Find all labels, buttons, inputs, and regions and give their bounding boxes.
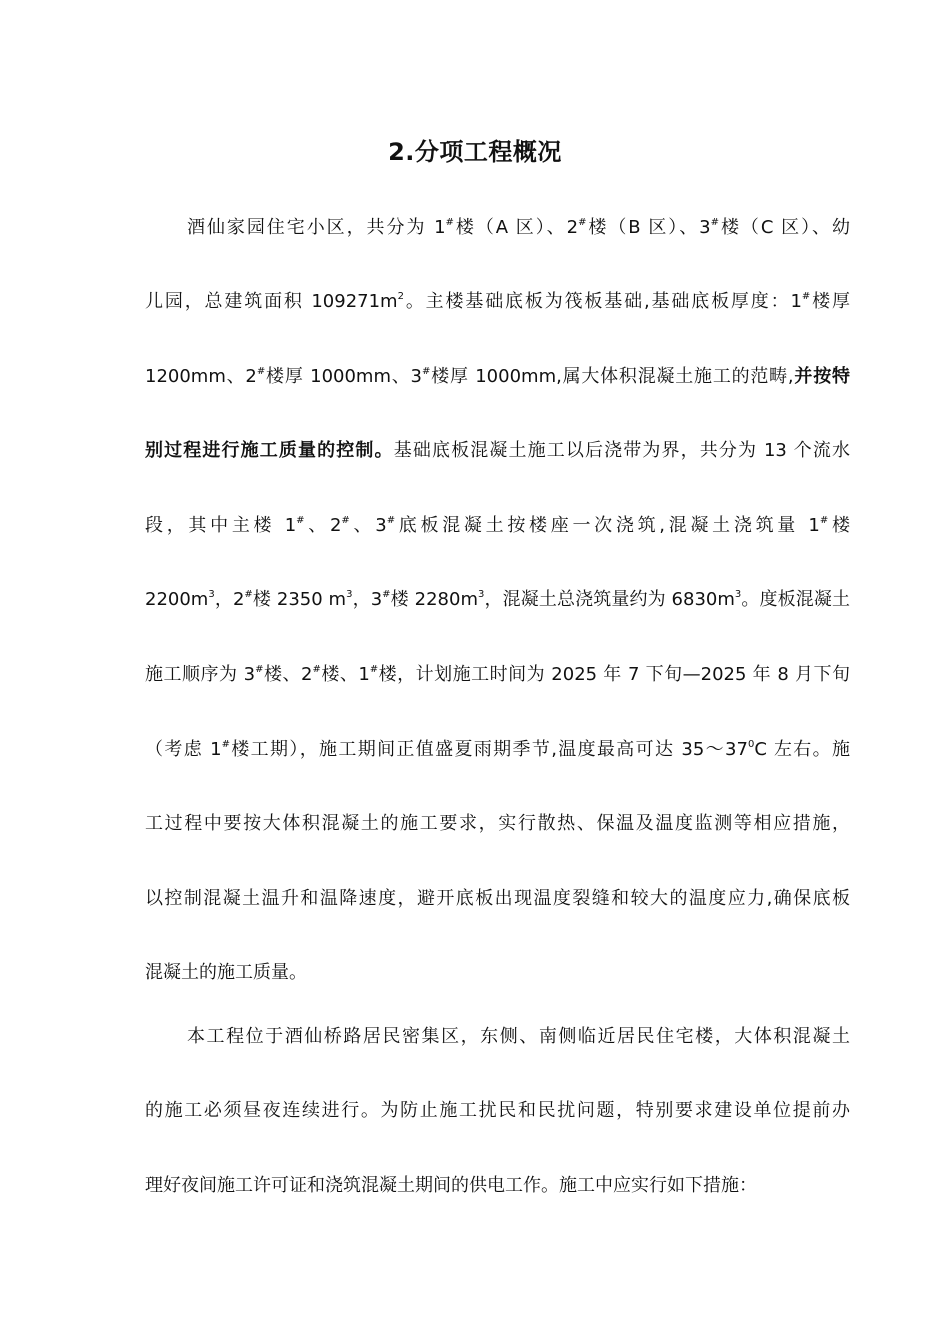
paragraph-1-line-8: [145, 737, 850, 763]
superscript: 0: [747, 739, 755, 750]
text-run: 。度板混凝土: [741, 589, 851, 610]
paragraph-1-line-10: 以控制混凝土温升和温降速度，避开底板出现温度裂缝和较大的温度应力,确保底板: [145, 888, 850, 909]
superscript: #: [221, 739, 230, 750]
paragraph-1-line-7: [145, 662, 850, 688]
text-run: ，3: [352, 589, 383, 610]
text-run: 基础底板混凝土施工以后浇带为界，共分为 13 个流水: [393, 440, 850, 461]
superscript: #: [382, 589, 391, 600]
text-run: 底板混凝土按楼座一次浇筑,混凝土浇筑量 1: [395, 515, 820, 536]
text-run: 楼 2350 m: [252, 589, 347, 610]
paragraph-1-line-5: [145, 513, 850, 539]
bold-text: 别过程进行施工质量的控制。: [145, 440, 394, 461]
superscript: #: [296, 515, 305, 526]
text-run: 楼、2: [263, 664, 313, 685]
paragraph-1-line-11: 混凝土的施工质量。: [145, 962, 307, 983]
text-run: 楼（B 区）、3: [586, 217, 711, 238]
text-run: 楼，计划施工时间为 2025 年 7 下旬—2025 年 8 月下旬: [378, 664, 851, 685]
text-run: 楼 2280m: [390, 589, 478, 610]
superscript: 3: [734, 589, 742, 600]
text-run: 。主楼基础底板为筏板基础,基础底板厚度：1: [403, 291, 802, 312]
paragraph-1-line-6: [145, 587, 850, 613]
text-run: 、3: [349, 515, 387, 536]
paragraph-2-line-1: 本工程位于酒仙桥路居民密集区，东侧、南侧临近居民住宅楼，大体积混凝土: [187, 1026, 850, 1047]
text-run: （考虑 1: [145, 739, 222, 760]
superscript: #: [445, 217, 454, 228]
superscript: #: [578, 217, 587, 228]
text-run: 楼工期），施工期间正值盛夏雨期季节,温度最高可达 35～37: [229, 739, 748, 760]
superscript: #: [710, 217, 720, 228]
superscript: #: [369, 664, 379, 675]
superscript: #: [422, 366, 431, 377]
superscript: #: [312, 664, 321, 675]
paragraph-1-line-3: [145, 364, 850, 390]
paragraph-2-line-3: 理好夜间施工许可证和浇筑混凝土期间的供电工作。施工中应实行如下措施：: [145, 1175, 757, 1196]
paragraph-1-line-1: [187, 215, 850, 241]
text-run: 楼厚 1000mm,属大体积混凝土施工的范畴,: [430, 366, 794, 387]
text-run: 楼（C 区）、幼: [719, 217, 850, 238]
bold-text: 并按特: [793, 366, 850, 387]
text-run: 楼（A 区）、2: [453, 217, 579, 238]
superscript: 2: [397, 291, 404, 302]
text-run: ，混凝土总浇筑量约为 6830m: [484, 589, 735, 610]
text-run: 楼、1: [320, 664, 370, 685]
text-run: C 左右。施: [754, 739, 850, 760]
text-run: ，2: [214, 589, 245, 610]
superscript: #: [255, 664, 264, 675]
superscript: 3: [478, 589, 485, 600]
text-run: 1200mm、2: [145, 366, 257, 387]
superscript: #: [244, 589, 253, 600]
superscript: #: [341, 515, 350, 526]
text-run: 2200m: [145, 589, 209, 610]
text-run: 楼厚 1000mm、3: [265, 366, 422, 387]
superscript: #: [256, 366, 266, 377]
text-run: 段，其中主楼 1: [145, 515, 297, 536]
paragraph-1-line-9: 工过程中要按大体积混凝土的施工要求，实行散热、保温及温度监测等相应措施，: [145, 813, 850, 834]
superscript: #: [801, 291, 811, 302]
superscript: 3: [346, 589, 353, 600]
superscript: 3: [208, 589, 215, 600]
text-run: 楼厚: [810, 291, 851, 312]
text-run: 施工顺序为 3: [145, 664, 256, 685]
text-run: 酒仙家园住宅小区，共分为 1: [187, 217, 446, 238]
paragraph-2-line-2: 的施工必须昼夜连续进行。为防止施工扰民和民扰问题，特别要求建设单位提前办: [145, 1100, 850, 1121]
section-title: 2.分项工程概况: [388, 138, 562, 166]
text-run: 楼: [828, 515, 850, 536]
paragraph-1-line-2: [145, 289, 850, 315]
paragraph-1-line-4: [145, 438, 850, 464]
superscript: #: [386, 515, 396, 526]
text-run: 、2: [304, 515, 342, 536]
superscript: #: [819, 515, 829, 526]
text-run: 儿园，总建筑面积 109271m: [145, 291, 398, 312]
